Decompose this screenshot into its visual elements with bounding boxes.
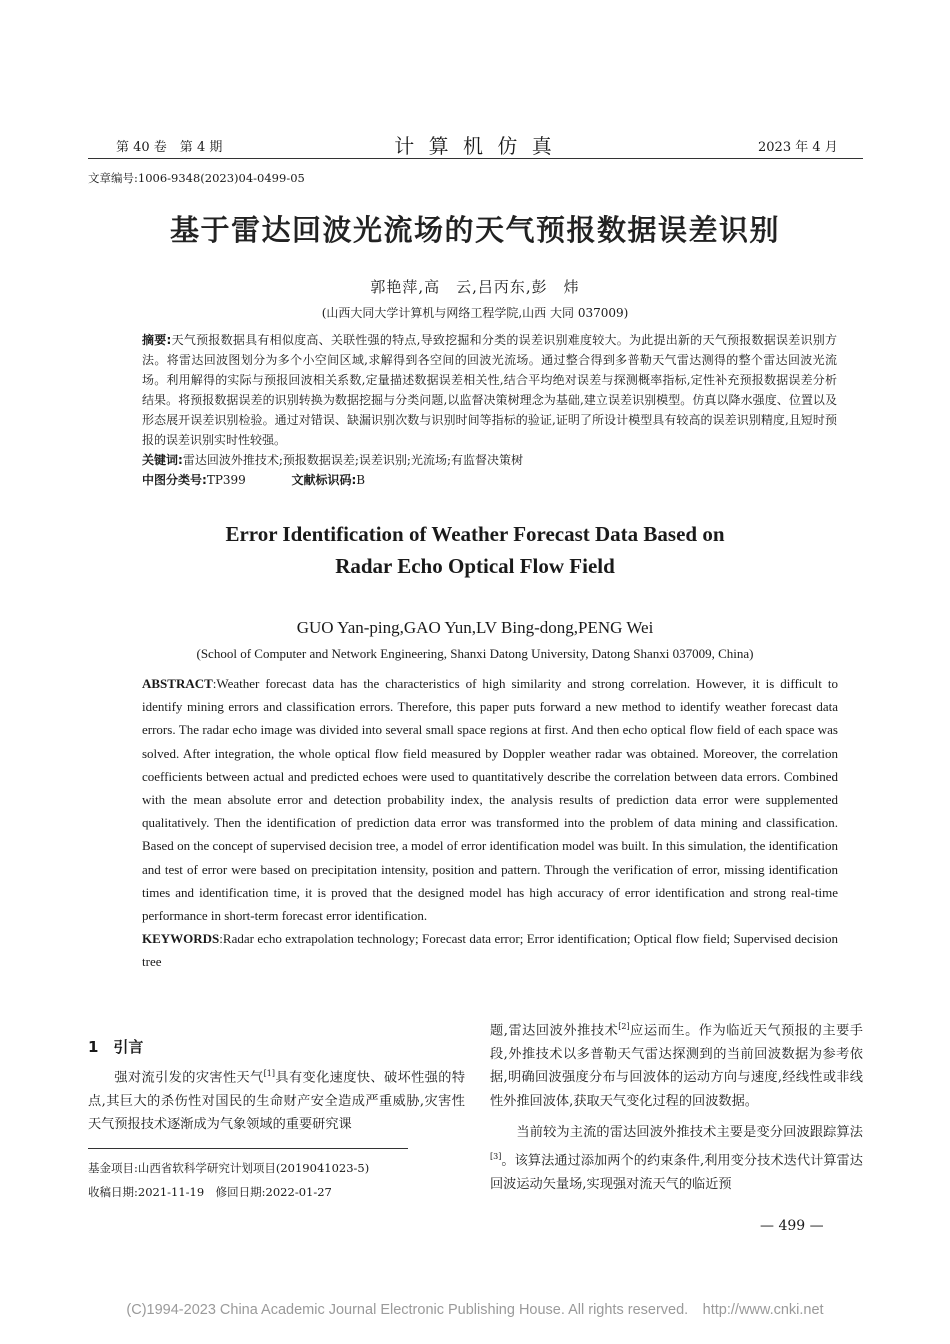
intro-cont-text-b: 应运而生。作为临近天气预报的主要手段,外推技术以多普勒天气雷达探测到的当前回波数据为参考依据,明确回波强度分布与回波体的运动方向与速度,经线性或非线性外推回波体,获取天气变化过程的回波数据。 (490, 1023, 863, 1109)
doc-code-label: 文献标识码: (291, 473, 357, 487)
intro-paragraph-2 (490, 1121, 863, 1196)
footnote-rule (88, 1148, 408, 1149)
volume-issue: 第 40 卷 第 4 期 (116, 140, 223, 155)
intro-paragraph-1 (88, 1062, 465, 1137)
abstract-cn-label: 摘要: (142, 333, 172, 347)
intro-p1-text-a: 强对流引发的灾害性天气 (114, 1070, 264, 1086)
classification-cn (142, 470, 837, 490)
intro-p2-text-b: 。该算法通过添加两个的约束条件,利用变分技术迭代计算雷达回波运动矢量场,实现强对流天气的临近预 (490, 1153, 863, 1192)
abstract-cn (142, 330, 837, 490)
copyright-notice: (C)1994-2023 China Academic Journal Electronic Publishing House. All rights reserved. http://www.cnki.net (126, 1302, 824, 1318)
title-en-line1: Error Identification of Weather Forecast Data Based on (225, 522, 725, 546)
citation-1: [1] (263, 1069, 276, 1078)
header-rule (88, 158, 863, 159)
intro-paragraph-continued (490, 1015, 863, 1113)
citation-2: [2] (618, 1022, 630, 1031)
keywords-en (142, 927, 838, 973)
title-cn: 基于雷达回波光流场的天气预报数据误差识别 (169, 213, 780, 247)
keywords-cn-label: 关键词: (142, 453, 183, 467)
keywords-en-label: KEYWORDS (142, 931, 220, 947)
title-en-line2: Radar Echo Optical Flow Field (335, 554, 615, 578)
right-column (490, 1015, 863, 1196)
affiliation-cn: (山西大同大学计算机与网络工程学院,山西 大同 037009) (321, 306, 629, 320)
section-heading: 1 引言 (88, 1038, 144, 1056)
clc-value: TP399 (206, 473, 246, 487)
clc-label: 中图分类号: (142, 473, 207, 487)
abstract-en-label: ABSTRACT (142, 676, 213, 691)
authors-cn: 郭艳萍,高 云,吕丙东,彭 炜 (370, 278, 580, 296)
abstract-en-text: :Weather forecast data has the characteristics of high similarity and strong correlation. However, it is difficult to identify mining errors and classification errors. Therefore, this paper puts forward a new method to identify weather forecast data errors. The radar echo image was divided into several small space regions at first. And then echo optical flow field of each space was solved. After integration, the whole optical flow field measured by Doppler weather radar was obtained. Moreover, the correlation coefficients between actual and predicted echoes were used to quantitatively describe the correlation between data errors. Combined with the mean absolute error and detection probability index, the analysis results of prediction data error were supplemented qualitatively. Then the identification of prediction data error was transformed into the problem of data mining and classification. Based on the concept of supervised decision tree, a model of error identification model was built. In this simulation, the identification and test of error were based on precipitation intensity, position and pattern. Through the verification of error, missing identification times and identification time, it is proved that the designed model has high accuracy of error identification and strong real-time performance in short-term forecast error identification. (142, 676, 838, 924)
abstract-en (142, 672, 838, 974)
authors-en: GUO Yan-ping,GAO Yun,LV Bing-dong,PENG Wei (296, 618, 654, 637)
journal-name: 计 算 机 仿 真 (394, 134, 556, 158)
received-dates: 收稿日期:2021-11-19 修回日期:2022-01-27 (88, 1185, 332, 1199)
intro-cont-text-a: 题,雷达回波外推技术 (490, 1023, 619, 1039)
abstract-cn-text: 天气预报数据具有相似度高、关联性强的特点,导致挖掘和分类的误差识别难度较大。为此提出新的天气预报数据误差识别方法。将雷达回波图划分为多个小空间区域,求解得到各空间的回波光流场。通过整合得到多普勒天气雷达测得的整个雷达回波光流场。利用解得的实际与预报回波相关系数,定量描述数据误差相关性,结合平均绝对误差与探测概率指标,定性补充预报数据误差分析结果。将预报数据误差的识别转换为数据挖掘与分类问题,以监督决策树理念为基础,建立误差识别模型。仿真以降水强度、位置以及形态展开误差识别检验。通过对错误、缺漏识别次数与识别时间等指标的验证,证明了所设计模型具有较高的误差识别精度,且短时预报的误差识别实时性较强。 (142, 333, 837, 447)
page-number: — 499 — (760, 1218, 824, 1234)
funding-note: 基金项目:山西省软科学研究计划项目(2019041023-5) (88, 1161, 370, 1175)
intro-p1-text-b: 具有变化速度快、破坏性强的特点,其巨大的杀伤性对国民的生命财产安全造成严重威胁,灾害性天气预报技术逐渐成为气象领域的重要研究课 (88, 1070, 466, 1133)
intro-p2-text-a: 当前较为主流的雷达回波外推技术主要是变分回波跟踪算法 (516, 1125, 863, 1141)
doc-code-value: B (356, 473, 366, 487)
publication-date: 2023 年 4 月 (758, 140, 838, 155)
title-en (0, 518, 950, 582)
left-column (88, 1062, 465, 1137)
affiliation-en: (School of Computer and Network Engineering, Shanxi Datong University, Datong Shanxi 037009, China) (196, 646, 754, 661)
keywords-cn (142, 450, 837, 470)
keywords-cn-text: 雷达回波外推技术;预报数据误差;误差识别;光流场;有监督决策树 (182, 453, 523, 467)
article-number: 文章编号:1006-9348(2023)04-0499-05 (88, 171, 305, 185)
keywords-en-text: :Radar echo extrapolation technology; Forecast data error; Error identification; Optical flow field; Supervised decision tree (142, 931, 838, 970)
citation-3: [3] (490, 1151, 502, 1161)
